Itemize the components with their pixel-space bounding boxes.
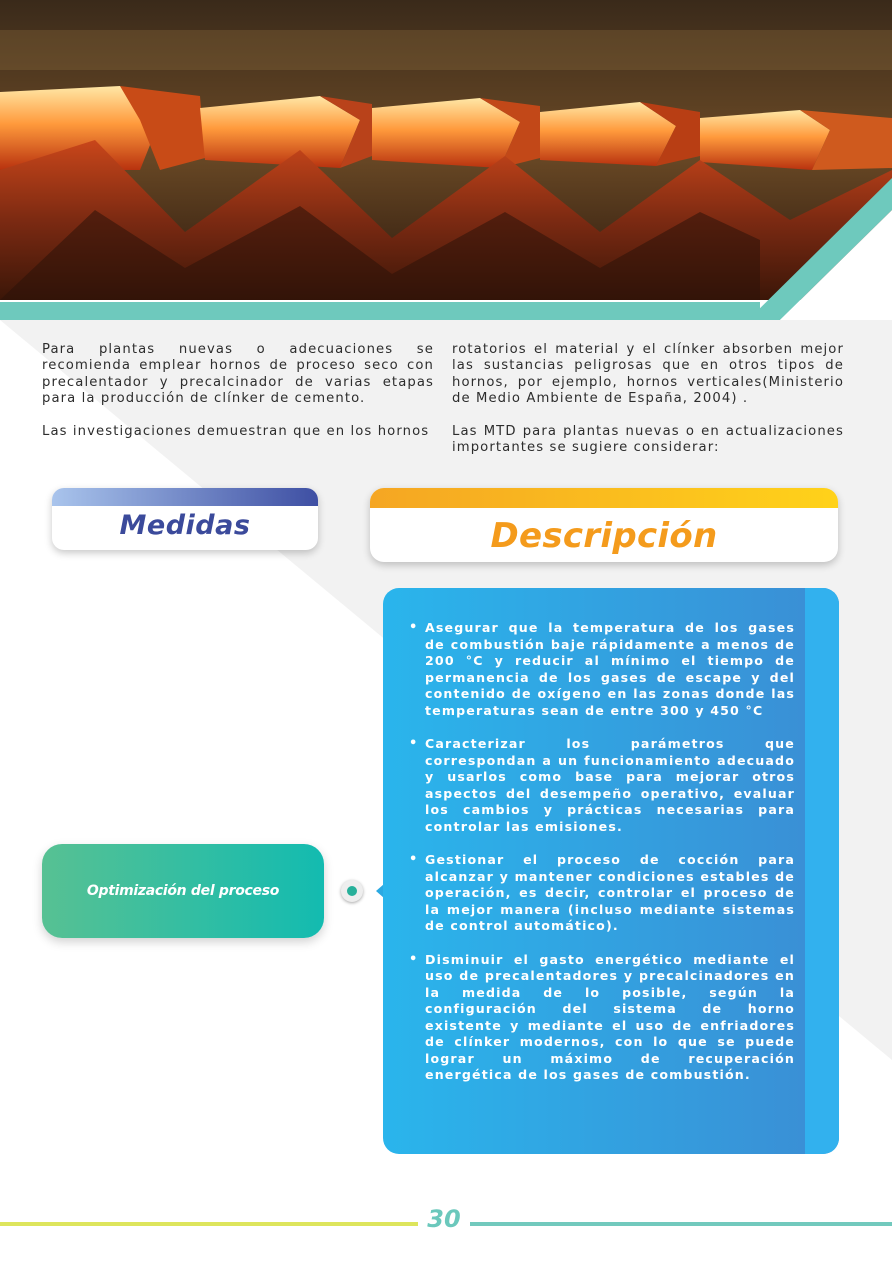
intro-paragraph: Las MTD para plantas nuevas o en actualizaciones importantes se sugiere considerar: [452, 423, 844, 456]
intro-paragraph: Para plantas nuevas o adecuaciones se recomienda emplear hornos de proceso seco con precalentador y precalcinador de varias etapas para la producción de clínker de cemento. [42, 342, 434, 407]
intro-right-column [452, 342, 844, 472]
bullet-icon: • [409, 951, 419, 967]
list-item-text: Gestionar el proceso de cocción para alcanzar y mantener condiciones estables de operación, es decir, controlar el proceso de la mejor manera (incluso mediante sistemas de control automático). [425, 852, 795, 933]
intro-left-column [42, 342, 434, 456]
list-item [409, 620, 795, 719]
description-list [409, 620, 795, 1101]
intro-paragraph: rotatorios el material y el clínker absorben mejor las sustancias peligrosas que en otros tipos de hornos, por ejemplo, hornos verticales(Ministerio de Medio Ambiente de España, 2004) . [452, 342, 844, 407]
footer-line-right [470, 1222, 892, 1226]
list-item-text: Disminuir el gasto energético mediante el uso de precalentadores y precalcinadores en la medida de lo posible, según la configuración del sistema de horno existente y mediante el uso de enfriadores de clínker modernos, con lo que se puede lograr un máximo de recuperación energética de los gases de combustión. [425, 951, 795, 1082]
descripcion-header [370, 488, 838, 562]
medidas-header-label: Medidas [119, 510, 251, 541]
connector-dot-icon [341, 880, 363, 902]
measure-card [42, 844, 324, 938]
measure-label: Optimización del proceso [86, 883, 280, 899]
bullet-icon: • [409, 620, 419, 635]
list-item [409, 736, 795, 835]
descripcion-header-bar [370, 488, 838, 508]
list-item-text: Caracterizar los parámetros que correspondan a un funcionamiento adecuado y usarlos como base para mejorar otros aspectos del desempeño operativo, evaluar los cambios y prácticas necesarias para controlar las emisiones. [425, 736, 795, 834]
bullet-icon: • [409, 736, 419, 751]
description-card [383, 588, 839, 1154]
descripcion-header-label: Descripción [490, 516, 718, 556]
footer-line-left [0, 1222, 418, 1226]
medidas-header-bar [52, 488, 318, 506]
description-card-strip [805, 588, 839, 1154]
page-number: 30 [427, 1205, 461, 1233]
list-item [409, 952, 795, 1084]
list-item-text: Asegurar que la temperatura de los gases de combustión baje rápidamente a menos de 200 °C y reducir al mínimo el tiempo de permanencia de los gases de escape y del contenido de oxígeno en las zonas donde las temperaturas sean de entre 300 y 450 °C [425, 620, 795, 718]
bullet-icon: • [409, 852, 419, 867]
hero-image [0, 0, 892, 320]
medidas-header [52, 488, 318, 550]
intro-paragraph: Las investigaciones demuestran que en los hornos [42, 423, 430, 439]
list-item [409, 852, 795, 935]
